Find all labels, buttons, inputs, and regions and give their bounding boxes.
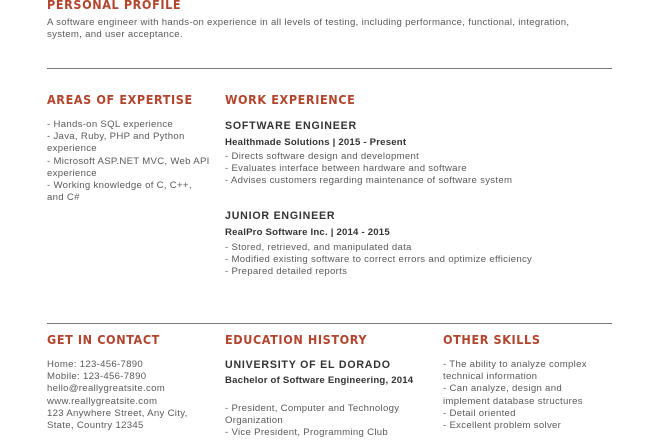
job-company: RealPro Software Inc. | 2014 - 2015 bbox=[225, 227, 390, 238]
profile-heading: PERSONAL PROFILE bbox=[47, 0, 182, 12]
list-item: - Advises customers regarding maintenance of software system bbox=[225, 175, 513, 187]
contact-heading: GET IN CONTACT bbox=[47, 332, 160, 347]
job-duties bbox=[225, 242, 532, 279]
contact-address: 123 Anywhere Street, Any City, State, Country 12345 bbox=[47, 407, 188, 432]
list-item: - Vice President, Programming Club bbox=[225, 427, 389, 439]
list-item: - Evaluates interface between hardware and software bbox=[225, 163, 467, 175]
list-item: - Java, Ruby, PHP and Python experience bbox=[47, 131, 185, 155]
list-item: - Can analyze, design and implement database structures bbox=[443, 383, 583, 407]
list-item: - Modified existing software to correct errors and optimize efficiency bbox=[225, 254, 533, 266]
list-item: - Excellent problem solver bbox=[443, 420, 562, 432]
skills-list bbox=[443, 359, 608, 432]
job-duties bbox=[225, 151, 512, 188]
job-title: SOFTWARE ENGINEER bbox=[225, 120, 357, 132]
expertise-heading: AREAS OF EXPERTISE bbox=[47, 92, 193, 107]
contact-email: hello@reallygreatsite.com bbox=[47, 383, 166, 395]
profile-text: A software engineer with hands-on experience in all levels of testing, including performance, functional, integration, system, and user acceptance. bbox=[47, 17, 570, 41]
list-item: - President, Computer and Technology Organization bbox=[225, 403, 400, 427]
job-title: JUNIOR ENGINEER bbox=[225, 210, 336, 222]
list-item: - The ability to analyze complex technical information bbox=[443, 359, 587, 383]
list-item: - Directs software design and development bbox=[225, 151, 420, 162]
list-item: - Microsoft ASP.NET MVC, Web API experience bbox=[47, 155, 210, 179]
contact-list bbox=[47, 359, 207, 432]
list-item: - Hands-on SQL experience bbox=[47, 119, 174, 130]
expertise-list bbox=[47, 119, 215, 204]
work-heading: WORK EXPERIENCE bbox=[225, 92, 356, 107]
education-school: UNIVERSITY OF EL DORADO bbox=[225, 359, 391, 371]
contact-phone-home: Home: 123-456-7890 bbox=[47, 359, 144, 370]
education-list bbox=[225, 403, 425, 440]
list-item: - Working knowledge of C, C++, and C# bbox=[47, 180, 192, 204]
job-company: Healthmade Solutions | 2015 - Present bbox=[225, 137, 407, 148]
contact-website: www.reallygreatsite.com bbox=[47, 395, 158, 407]
skills-heading: OTHER SKILLS bbox=[443, 332, 541, 347]
list-item: - Stored, retrieved, and manipulated data bbox=[225, 242, 412, 253]
contact-phone-mobile: Mobile: 123-456-7890 bbox=[47, 371, 147, 383]
divider-bottom bbox=[47, 323, 612, 324]
list-item: - Prepared detailed reports bbox=[225, 266, 348, 278]
education-heading: EDUCATION HISTORY bbox=[225, 332, 368, 347]
divider-top bbox=[47, 68, 612, 69]
education-degree: Bachelor of Software Engineering, 2014 bbox=[225, 375, 414, 386]
list-item: - Detail oriented bbox=[443, 407, 516, 419]
